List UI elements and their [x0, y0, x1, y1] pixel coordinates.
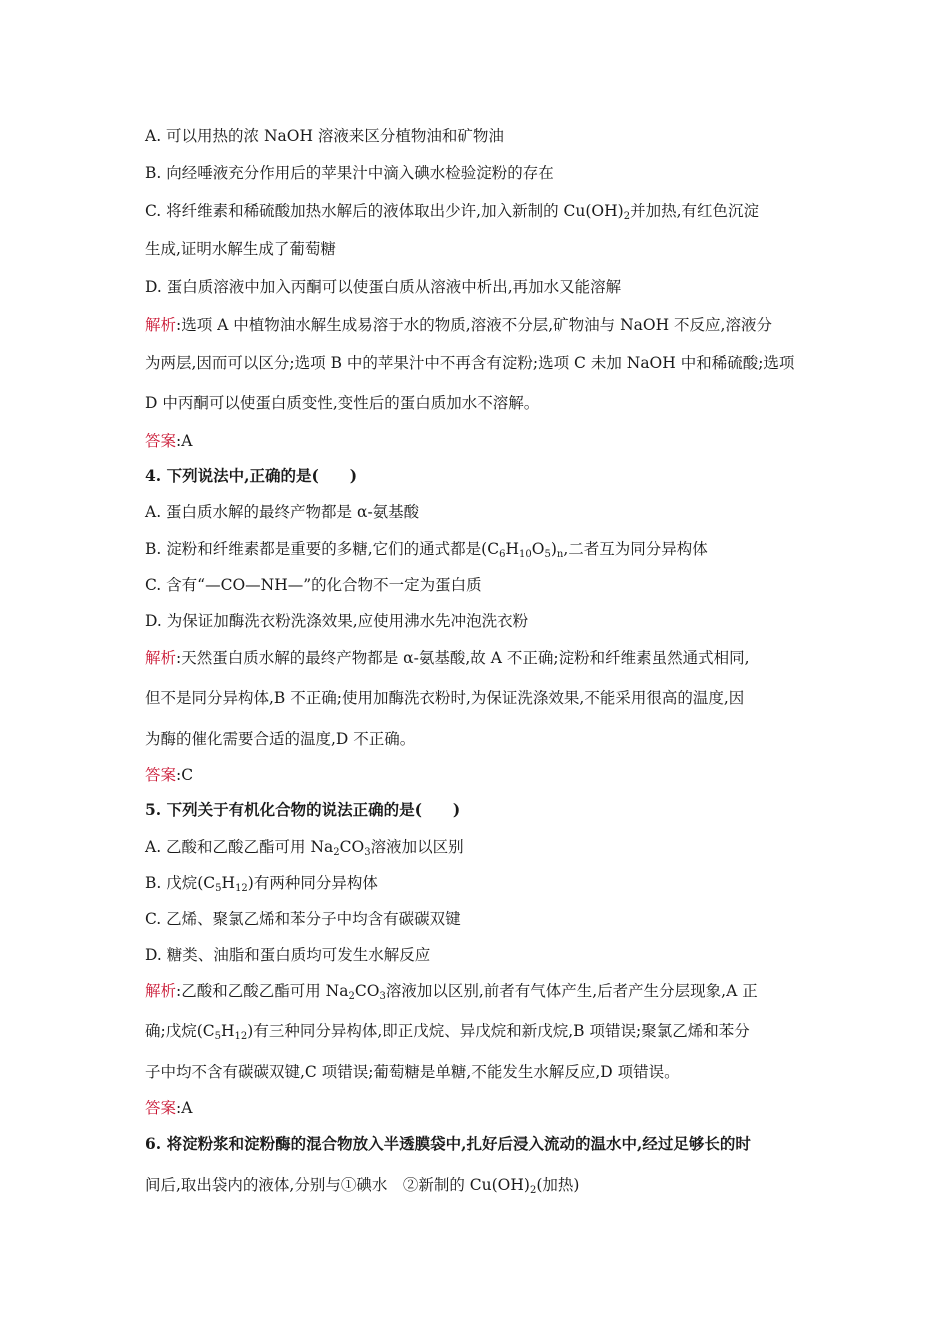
q4-stem: 4. 下列说法中,正确的是( ) [145, 466, 358, 485]
q4-analysis-cont: 为酶的催化需要合适的温度,D 不正确。 [145, 730, 416, 748]
q5-stem: 5. 下列关于有机化合物的说法正确的是( ) [145, 800, 461, 819]
q3-analysis-cont: 为两层,因而可以区分;选项 B 中的苹果汁中不再含有淀粉;选项 C 未加 NaOH 中和稀硫酸;选项 [145, 354, 795, 372]
q5-analysis-cont: 子中均不含有碳碳双键,C 项错误;葡萄糖是单糖,不能发生水解反应,D 项错误。 [145, 1063, 680, 1081]
analysis-label: 解析 [145, 982, 177, 1000]
q4-option-d: D. 为保证加酶洗衣粉洗涤效果,应使用沸水先冲泡洗衣粉 [145, 612, 529, 630]
q5-analysis-cont: 确;戊烷$(C_5H_{12})$有三种同分异构体,即正戊烷、异戊烷和新戊烷,B 项错误;聚氯乙烯和苯分 [145, 1022, 750, 1042]
q3-option-c-cont: 生成,证明水解生成了葡萄糖 [145, 240, 336, 258]
analysis-label: 解析 [145, 316, 177, 334]
q6-stem-cont: 间后,取出袋内的液体,分别与①碘水 ②新制的 $Cu(OH)_2$(加热) [145, 1176, 580, 1196]
q5-analysis: 解析:乙酸和乙酸乙酯可用 $Na_2CO_3$溶液加以区别,前者有气体产生,后者产生分层现象,A 正 [145, 982, 758, 1002]
q5-option-a: A. 乙酸和乙酸乙酯可用 $Na_2CO_3$溶液加以区别 [145, 838, 464, 858]
q3-option-d: D. 蛋白质溶液中加入丙酮可以使蛋白质从溶液中析出,再加水又能溶解 [145, 278, 622, 296]
answer-label: 答案 [145, 432, 177, 450]
q4-analysis: 解析:天然蛋白质水解的最终产物都是 α-氨基酸,故 A 不正确;淀粉和纤维素虽然通式相同, [145, 649, 750, 667]
q3-option-b: B. 向经唾液充分作用后的苹果汁中滴入碘水检验淀粉的存在 [145, 164, 554, 182]
q4-option-a: A. 蛋白质水解的最终产物都是 α-氨基酸 [145, 503, 420, 521]
q3-answer: 答案:A [145, 432, 193, 450]
answer-label: 答案 [145, 766, 177, 784]
q5-answer: 答案:A [145, 1099, 193, 1117]
q6-stem: 6. 将淀粉浆和淀粉酶的混合物放入半透膜袋中,扎好后浸入流动的温水中,经过足够长的时 [145, 1134, 751, 1153]
q4-option-b: B. 淀粉和纤维素都是重要的多糖,它们的通式都是$(C_6H_{10}O_5)_n$,二者互为同分异构体 [145, 540, 708, 560]
q4-answer: 答案:C [145, 766, 194, 784]
q4-analysis-cont: 但不是同分异构体,B 不正确;使用加酶洗衣粉时,为保证洗涤效果,不能采用很高的温度,因 [145, 689, 745, 707]
q3-option-c: C. 将纤维素和稀硫酸加热水解后的液体取出少许,加入新制的 $Cu(OH)_2$并加热,有红色沉淀 [145, 202, 759, 222]
answer-label: 答案 [145, 1099, 177, 1117]
q3-option-a: A. 可以用热的浓 NaOH 溶液来区分植物油和矿物油 [145, 127, 504, 145]
q5-option-d: D. 糖类、油脂和蛋白质均可发生水解反应 [145, 946, 431, 964]
q3-analysis: 解析:选项 A 中植物油水解生成易溶于水的物质,溶液不分层,矿物油与 NaOH 不反应,溶液分 [145, 316, 772, 334]
analysis-label: 解析 [145, 649, 177, 667]
q5-option-c: C. 乙烯、聚氯乙烯和苯分子中均含有碳碳双键 [145, 910, 461, 928]
q3-analysis-cont: D 中丙酮可以使蛋白质变性,变性后的蛋白质加水不溶解。 [145, 394, 540, 412]
q4-option-c: C. 含有“—CO—NH—”的化合物不一定为蛋白质 [145, 576, 482, 594]
q5-option-b: B. 戊烷$(C_5H_{12})$有两种同分异构体 [145, 874, 378, 894]
